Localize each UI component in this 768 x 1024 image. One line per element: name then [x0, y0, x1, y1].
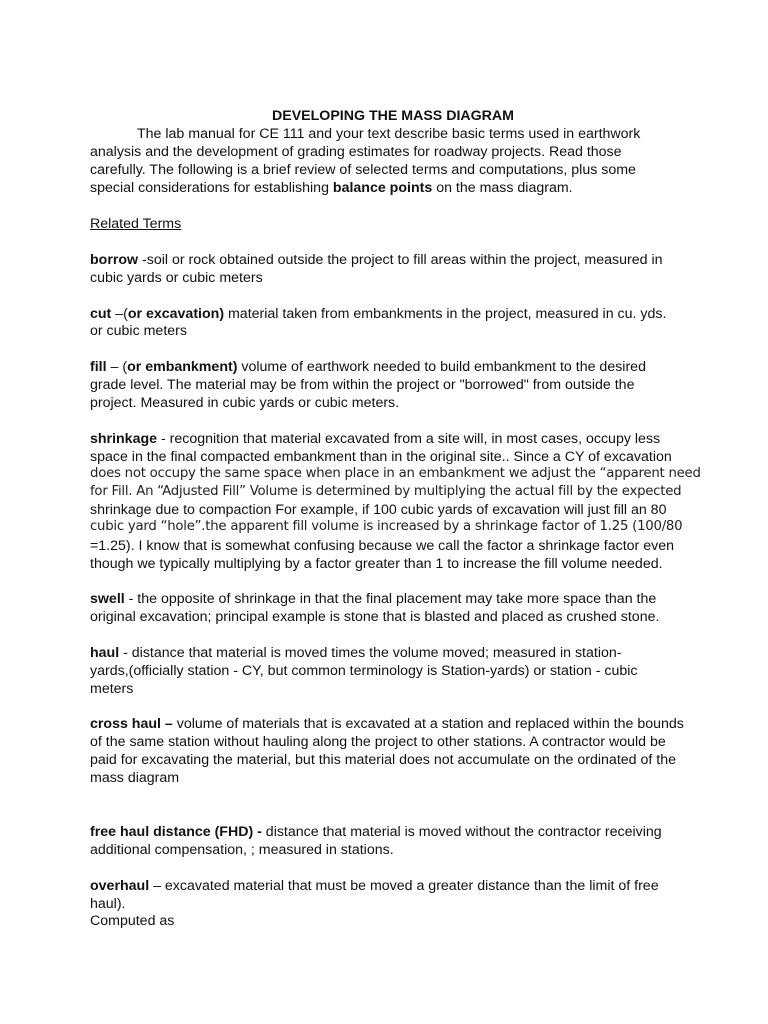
cross-haul-text: volume of materials that is excavated at a station and replaced within the bounds	[172, 716, 684, 732]
related-terms-heading: Related Terms	[90, 216, 182, 232]
cut-dash: –(	[111, 306, 128, 322]
cut-text: material taken from embankments in the project, measured in cu. yds.	[224, 306, 667, 322]
borrow-line-2: cubic yards or cubic meters	[90, 270, 263, 286]
haul-text: - distance that material is moved times the volume moved; measured in station-	[119, 645, 622, 661]
swell-term: swell	[90, 591, 125, 607]
shrinkage-term: shrinkage	[90, 431, 158, 447]
fhd-text: distance that material is moved without the contractor receiving	[261, 824, 662, 840]
intro-text: special considerations for establishing	[90, 180, 333, 196]
fill-line-2: grade level. The material may be from within the project or "borrowed" from outside the	[90, 377, 635, 393]
fhd-definition	[90, 823, 662, 841]
overhaul-line-2: haul).	[90, 896, 126, 912]
intro-line-4	[90, 179, 573, 197]
swell-text: - the opposite of shrinkage in that the final placement may take more space than the	[124, 591, 657, 607]
overhaul-line-3: Computed as	[90, 913, 175, 929]
cut-alt-term: or excavation)	[127, 306, 225, 322]
shrinkage-line-5: shrinkage due to compaction For example, if 100 cubic yards of excavation will just fill an 80	[90, 502, 667, 518]
haul-line-2: yards,(officially station - CY, but common terminology is Station-yards) or station - cubic	[90, 663, 638, 679]
shrinkage-line-8: though we typically multiplying by a factor greater than 1 to increase the fill volume needed.	[90, 556, 663, 572]
borrow-term: borrow	[90, 252, 139, 268]
shrinkage-line-6: cubic yard “hole”.the apparent fill volume is increased by a shrinkage factor of 1.25 (100/80	[90, 519, 683, 534]
overhaul-term: overhaul	[90, 878, 150, 894]
shrinkage-text: - recognition that material excavated from a site will, in most cases, occupy less	[157, 431, 661, 447]
borrow-text: -soil or rock obtained outside the project to fill areas within the project, measured in	[138, 252, 663, 268]
cross-haul-line-3: paid for excavating the material, but this material does not accumulate on the ordinated of the	[90, 752, 676, 768]
fill-alt-term: or embankment)	[127, 359, 238, 375]
borrow-definition	[90, 251, 663, 269]
fill-definition	[90, 358, 646, 376]
haul-definition	[90, 644, 621, 662]
cross-haul-line-2: of the same station without hauling along the project to other stations. A contractor would be	[90, 734, 666, 750]
balance-points-term: balance points	[332, 180, 433, 196]
fill-line-3: project. Measured in cubic yards or cubic meters.	[90, 395, 400, 411]
fhd-term: free haul distance (FHD) -	[90, 824, 262, 840]
cross-haul-line-4: mass diagram	[90, 770, 180, 786]
cross-haul-definition	[90, 715, 684, 733]
shrinkage-line-2: space in the final compacted embankment than in the original site.. Since a CY of excavation	[90, 449, 672, 465]
document-title: DEVELOPING THE MASS DIAGRAM	[272, 108, 514, 124]
haul-line-3: meters	[90, 681, 134, 697]
cross-haul-term: cross haul –	[90, 716, 173, 732]
overhaul-definition	[90, 877, 659, 895]
fill-text: volume of earthwork needed to build embankment to the desired	[237, 359, 646, 375]
fhd-line-2: additional compensation, ; measured in stations.	[90, 842, 394, 858]
fill-dash: – (	[106, 359, 128, 375]
cut-definition	[90, 305, 666, 323]
intro-text-end: on the mass diagram.	[432, 180, 573, 196]
cut-line-2: or cubic meters	[90, 323, 187, 339]
fill-term: fill	[90, 359, 107, 375]
haul-term: haul	[90, 645, 120, 661]
shrinkage-line-7: =1.25). I know that is somewhat confusing because we call the factor a shrinkage factor even	[90, 538, 674, 554]
shrinkage-line-3: does not occupy the same space when place in an embankment we adjust the “apparent need	[90, 466, 701, 481]
swell-definition	[90, 590, 656, 608]
shrinkage-line-4: for Fill. An “Adjusted Fill” Volume is determined by multiplying the actual fill by the expected	[90, 484, 682, 499]
shrinkage-definition	[90, 430, 660, 448]
overhaul-text: – excavated material that must be moved a greater distance than the limit of free	[149, 878, 659, 894]
swell-line-2: original excavation; principal example is stone that is blasted and placed as crushed stone.	[90, 609, 660, 625]
intro-line-3: carefully. The following is a brief review of selected terms and computations, plus some	[90, 162, 636, 178]
cut-term: cut	[90, 306, 112, 322]
intro-line-1: The lab manual for CE 111 and your text describe basic terms used in earthwork	[137, 126, 641, 142]
intro-line-2: analysis and the development of grading estimates for roadway projects. Read those	[90, 144, 622, 160]
